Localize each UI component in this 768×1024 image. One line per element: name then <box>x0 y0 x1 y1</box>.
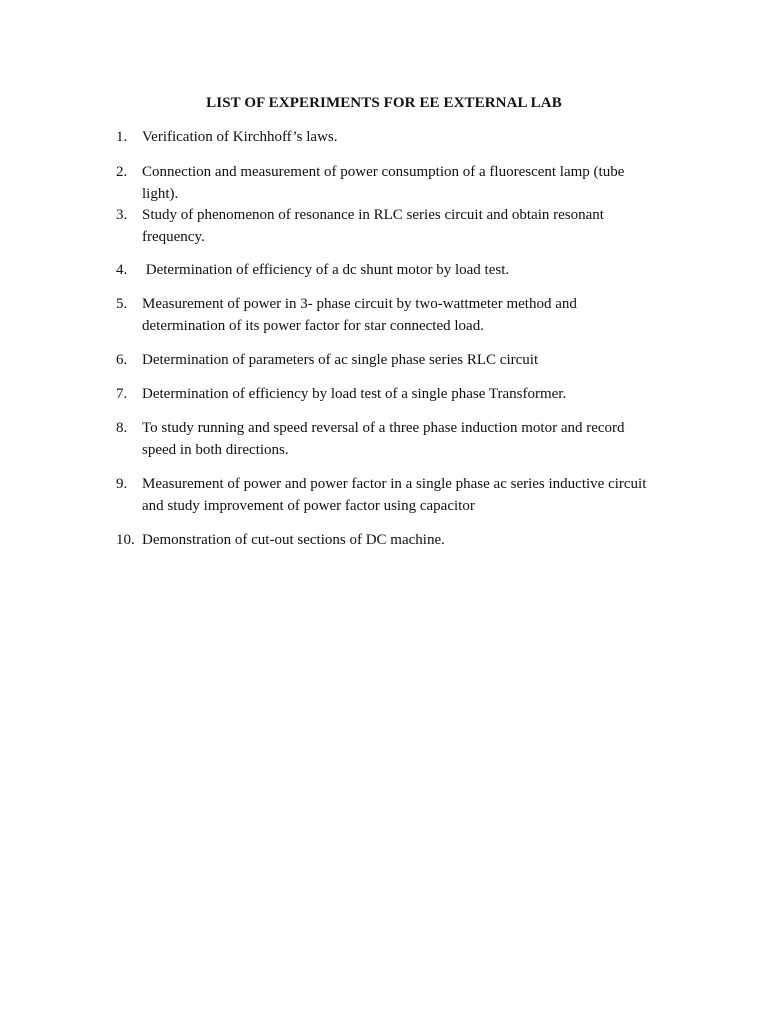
list-item <box>116 259 656 281</box>
item-text: Determination of efficiency by load test of a single phase Transformer. <box>142 386 567 402</box>
list-item <box>116 161 656 205</box>
list-item <box>116 383 656 405</box>
item-number: 8. <box>116 420 128 436</box>
item-text: Study of phenomenon of resonance in RLC series circuit and obtain resonant frequency. <box>142 207 604 245</box>
item-number: 6. <box>116 352 128 368</box>
item-number: 10. <box>116 532 135 548</box>
item-text: Verification of Kirchhoff’s laws. <box>142 129 338 145</box>
item-text: Measurement of power in 3- phase circuit by two-wattmeter method and determination of its power factor for star connected load. <box>142 296 577 334</box>
item-text: To study running and speed reversal of a three phase induction motor and record speed in both directions. <box>142 420 625 458</box>
item-number: 7. <box>116 386 128 402</box>
list-item <box>116 529 656 551</box>
list-item <box>116 204 656 248</box>
item-text: Measurement of power and power factor in a single phase ac series inductive circuit and study improvement of power factor using capacitor <box>142 476 647 514</box>
list-item <box>116 349 656 371</box>
item-text: Connection and measurement of power consumption of a fluorescent lamp (tube light). <box>142 164 625 202</box>
item-number: 9. <box>116 476 128 492</box>
list-item <box>116 293 656 337</box>
list-item <box>116 126 656 148</box>
list-item <box>116 417 656 461</box>
item-number: 2. <box>116 164 128 180</box>
item-number: 4. <box>116 262 128 278</box>
list-item <box>116 473 656 517</box>
item-text: Demonstration of cut-out sections of DC machine. <box>142 532 445 548</box>
item-text: Determination of parameters of ac single phase series RLC circuit <box>142 352 539 368</box>
item-number: 3. <box>116 207 128 223</box>
item-number: 1. <box>116 129 128 145</box>
page-title: LIST OF EXPERIMENTS FOR EE EXTERNAL LAB <box>206 95 562 111</box>
item-text: Determination of efficiency of a dc shunt motor by load test. <box>142 262 510 278</box>
item-number: 5. <box>116 296 128 312</box>
